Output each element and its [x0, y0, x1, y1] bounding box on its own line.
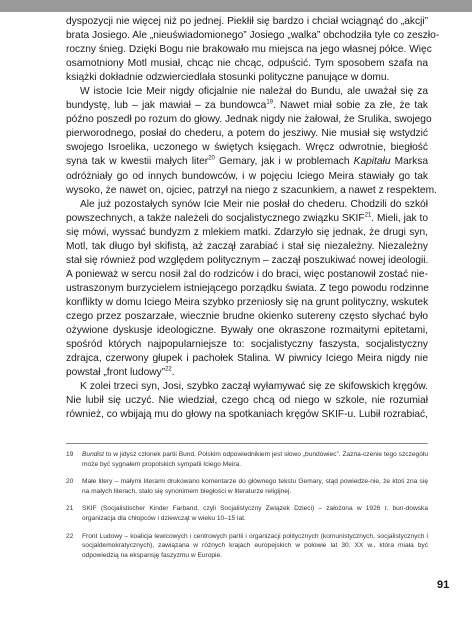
text-line: spośród których najpopularniejsze to: socjalistyczny faszysta, socjalistyczny	[66, 339, 428, 351]
text-line: czego przez poszarzałe, wiecznie brudne okienko sutereny często słychać było	[66, 310, 428, 322]
footnotes	[66, 450, 428, 568]
text-line: stał się również pod względem politycznym – zaczął poszukiwać nowej ideologii.	[66, 254, 429, 266]
footnote-number: 20	[66, 478, 74, 486]
text-line: odróżniały go od innych bundowców, i w pojęciu Iciego Meira stawiały go tak	[66, 170, 428, 182]
text-line: bundystę, lub – jak mawiał – za bundowca$^{19}$. Nawet miał sobie za złe, że tak	[66, 99, 428, 112]
text-line: pierworodnego, posłał do chederu, a potem do jesziwy. Nie musiał się wstydzić	[66, 128, 428, 140]
footnote	[66, 450, 428, 469]
text-line: się mówi, wyssać bundyzm z mlekiem matki. Zdarzyło się jednak, że drugi syn,	[66, 226, 428, 238]
main-text	[66, 15, 440, 422]
text-line: ożywione dyskusje ideologiczne. Bywały one okraszone rozmaitymi epitetami,	[66, 325, 428, 337]
footnote-term: Bundist	[82, 451, 104, 458]
footnote-text: Małe litery – małymi literami drukowano komentarze do głównego tekstu Gemary, stąd powiedze-nie, że ktoś zna się na małych literach, stało się synonimem biegłości w literaturze religijnej.	[82, 478, 428, 495]
text-line: Nie lubił się uczyć. Nie wiedział, czego chcą od niego w szkole, nie rozumiał	[66, 395, 428, 407]
text-line: A ponieważ w sercu nosił żal do rodziców i do braci, więc postanowił zostać nie-	[66, 268, 428, 280]
top-scan-edge	[0, 0, 472, 12]
footnote-text: SKIF (Socjalistischer Kinder Farband, czyli Socjalistyczny Związek Dzieci) – założona w 1926 r. bun-dowska organizacja dla chłopców i dziewcząt w wieku 10–15 lat.	[82, 505, 428, 522]
text-line: W istocie Icie Meir nigdy oficjalnie nie należał do Bundu, ale uważał się za	[80, 86, 428, 98]
text-line: osamotniony Motl musiał, chcąc nie chcąc, odpuścić. Tym sposobem szafa na	[66, 58, 428, 70]
text-line: zdrajca, czerwony głupek i pachołek Stalina. W piwnicy Iciego Meira nigdy nie	[66, 353, 428, 365]
text-line: K zolei trzeci syn, Josi, szybko zaczął wyłamywać się ze skifowskich kręgów.	[80, 381, 428, 393]
text-line: ustraszonym burzycielem istniejącego porządku świata. Z tego powodu rodzinne	[66, 282, 429, 294]
footnote-number: 22	[66, 532, 74, 540]
text-line: Motl, tak długo był skifistą, aż zaczął zarabiać i stał się niezależny. Niezależny	[66, 240, 428, 252]
text-line: swojego Isroelika, uczonego w świętych księgach. Wręcz odwrotnie, biegłość	[66, 142, 428, 154]
footnote-text: to w jidysz członek partii Bund. Polskim odpowiednikiem jest słowo „bundowiec”. Zazna-czenie tego szczegółu może być sygnałem propolskich sympatii Iciego Meira.	[82, 451, 428, 468]
text-line: Ale już pozostałych synów Icie Meir nie posłał do chederu. Chodzili do szkół	[80, 198, 428, 210]
text-line: roczny śnieg. Dzięki Bogu nie brakowało mu miejsca na jego własnej półce. Więc	[66, 44, 432, 56]
footnote	[66, 477, 428, 496]
page-number: 91	[437, 579, 450, 591]
text-line: konflikty w domu Iciego Meira szybko przeniosły się na grunt polityczny, wskutek	[66, 296, 429, 308]
footnote-number: 21	[66, 505, 74, 513]
text-line: brata Josiego. Ale „nieuświadomionego” Josiego „walka” obchodziła tyle co zeszło-	[66, 30, 440, 42]
text-line: późno poszedł po rozum do głowy. Jednak nigdy nie żałował, że Srulika, swojego	[66, 114, 432, 126]
footnote-divider	[66, 443, 428, 444]
text-line: powstał „front ludowy”$^{22}$.	[66, 366, 175, 379]
text-line: książki dokładnie odzwierciedlała stosunki polityczne panujące w domu.	[66, 72, 390, 84]
footnote-text: Front Ludowy – koalicja lewicowych i centrowych partii i organizacji politycznych (komunistycznych, socjalistycznych i socjaldemokratycznych), zawiązana w różnych krajach europejskich w połowie lat 30. XX w., która miała być odpowiedzią na ekspansję faszyzmu w Europie.	[82, 532, 428, 559]
text-line: powszechnych, a także należeli do socjalistycznego związku SKIF$^{21}$. Mieli, jak to	[66, 212, 428, 224]
footnote-number: 19	[66, 451, 74, 458]
text-line: syna tak w kwestii małych liter$^{20}$ Gemary, jak i w problemach Kapitału Marksa	[66, 156, 428, 168]
text-line: również, co wbijają mu do głowy na spotkaniach kręgów SKIF-u. Lubił rozrabiać,	[66, 409, 428, 421]
text-line: wysoko, że nawet on, ojciec, patrzył na niego z szacunkiem, a nawet z respektem.	[66, 184, 437, 196]
text-line: dyspozycji nie więcej niż po jednej. Piekłił się bardzo i chciał wciągnąć do „akcji”	[66, 16, 428, 27]
footnote	[66, 532, 428, 561]
footnote	[66, 504, 428, 523]
